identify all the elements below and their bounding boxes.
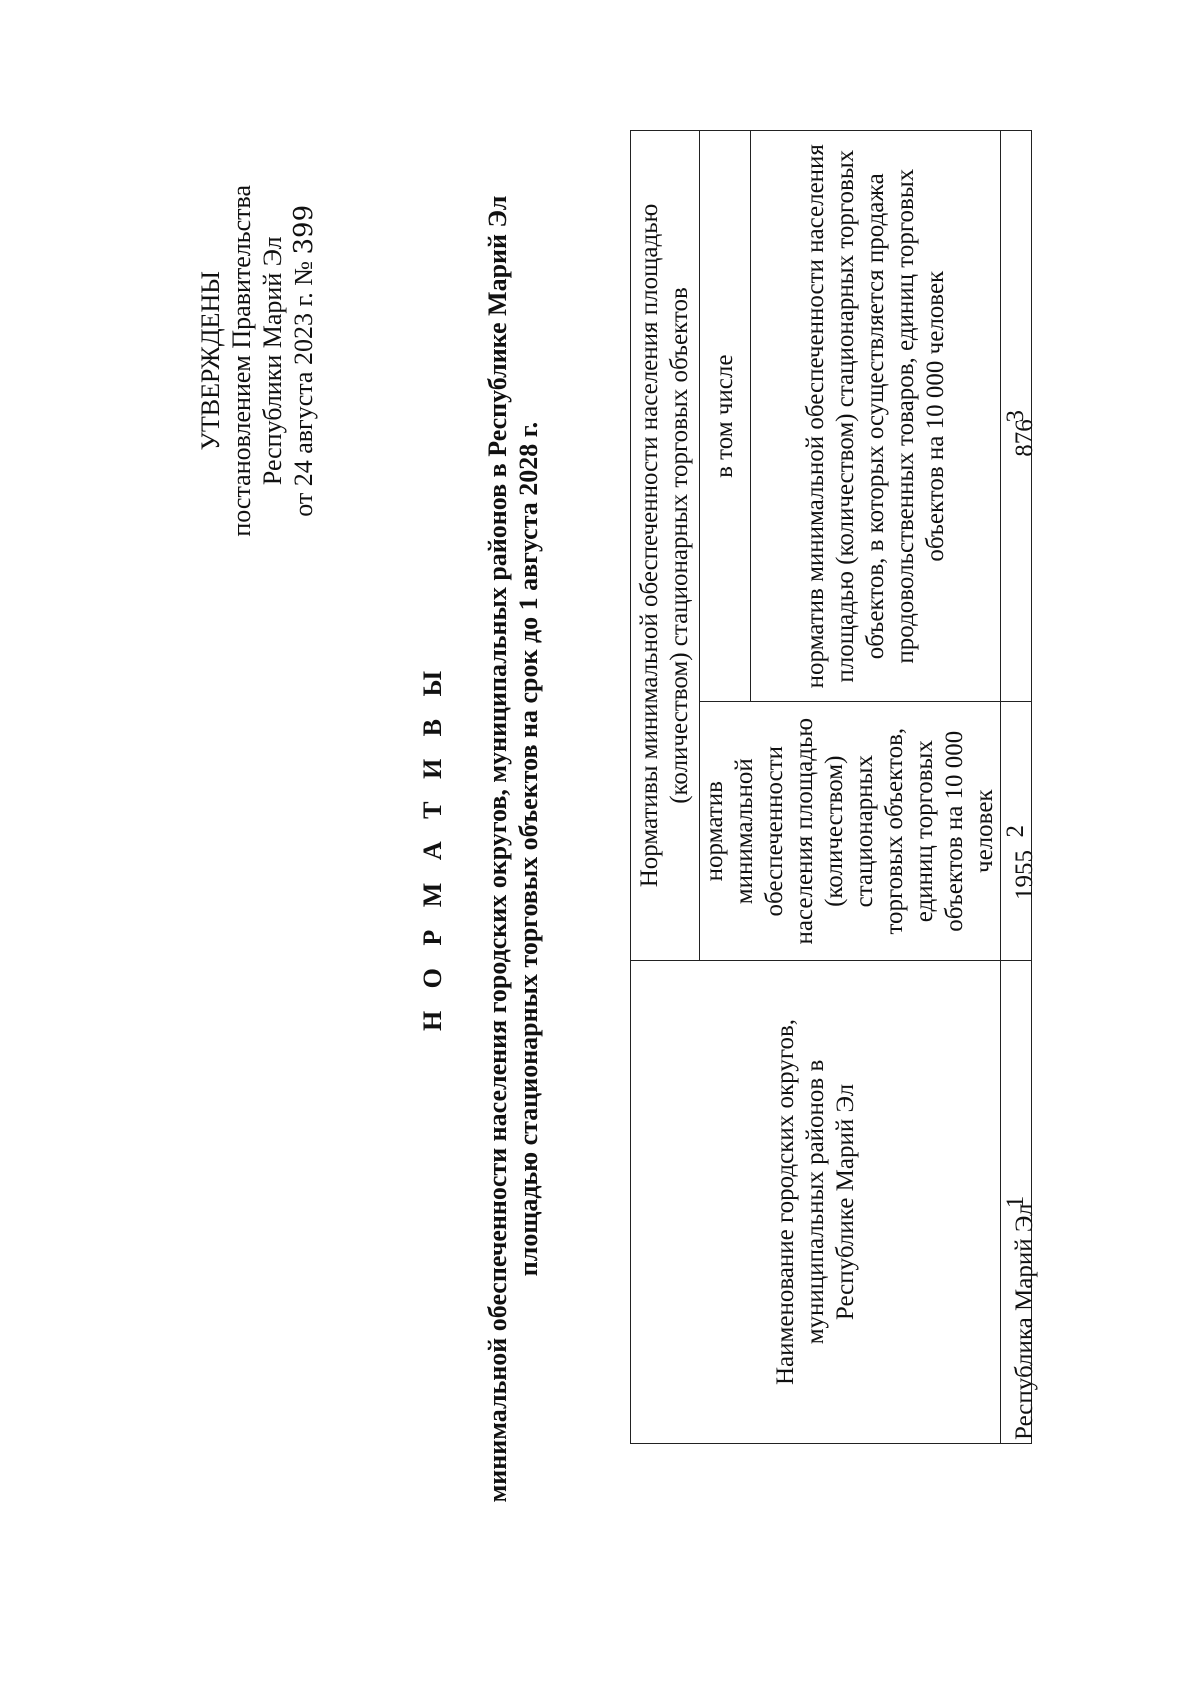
approval-stamp: [195, 185, 320, 537]
document-subtitle: [482, 184, 544, 1514]
col3-header: норматив минимальной обеспеченности населения площадью (количеством) стационарных торговых объектов, в которых осуществляется продажа продовольственных товаров, единиц торговых объектов на 10 000 человек: [751, 131, 1001, 702]
approval-republic: Республики Марий Эл: [258, 236, 287, 486]
col1-header: Наименование городских округов, муниципальных районов в Республике Марий Эл: [631, 960, 1001, 1443]
group-header: Нормативы минимальной обеспеченности населения площадью (количеством) стационарных торговых объектов: [631, 131, 700, 961]
approval-issuer: постановлением Правительства: [227, 185, 256, 537]
row-region-name: Республика Марий Эл: [1011, 1203, 1038, 1440]
norms-table: [630, 130, 1032, 1444]
approval-number: 399: [289, 204, 319, 255]
approval-date-prefix: от: [289, 492, 318, 517]
document-title: Н О Р М А Т И В Ы: [418, 662, 447, 1032]
subgroup-header: в том числе: [700, 131, 751, 702]
subtitle-line-2: площадью стационарных торговых объектов на срок до 1 августа 2028 г.: [514, 421, 543, 1277]
subtitle-line-1: минимальной обеспеченности населения городских округов, муниципальных районов в Республике Марий Эл: [483, 195, 512, 1503]
approval-day: 24: [289, 460, 318, 487]
approval-date-rest: августа 2023 г. №: [289, 260, 318, 454]
approval-date-line: [288, 185, 320, 537]
row-value-food: 876: [1011, 419, 1038, 457]
approval-heading: УТВЕРЖДЕНЫ: [196, 271, 225, 451]
col-number-2: 2: [1001, 702, 1032, 961]
col2-header: норматив минимальной обеспеченности населения площадью (количеством) стационарных торговых объектов, единиц торговых объектов на 10 000 человек: [700, 702, 1001, 961]
col-number-3: 3: [1001, 131, 1032, 702]
row-value-total: 1955: [1011, 850, 1038, 900]
header-row-1: [631, 131, 700, 1444]
col-number-1: 1: [1001, 960, 1032, 1443]
